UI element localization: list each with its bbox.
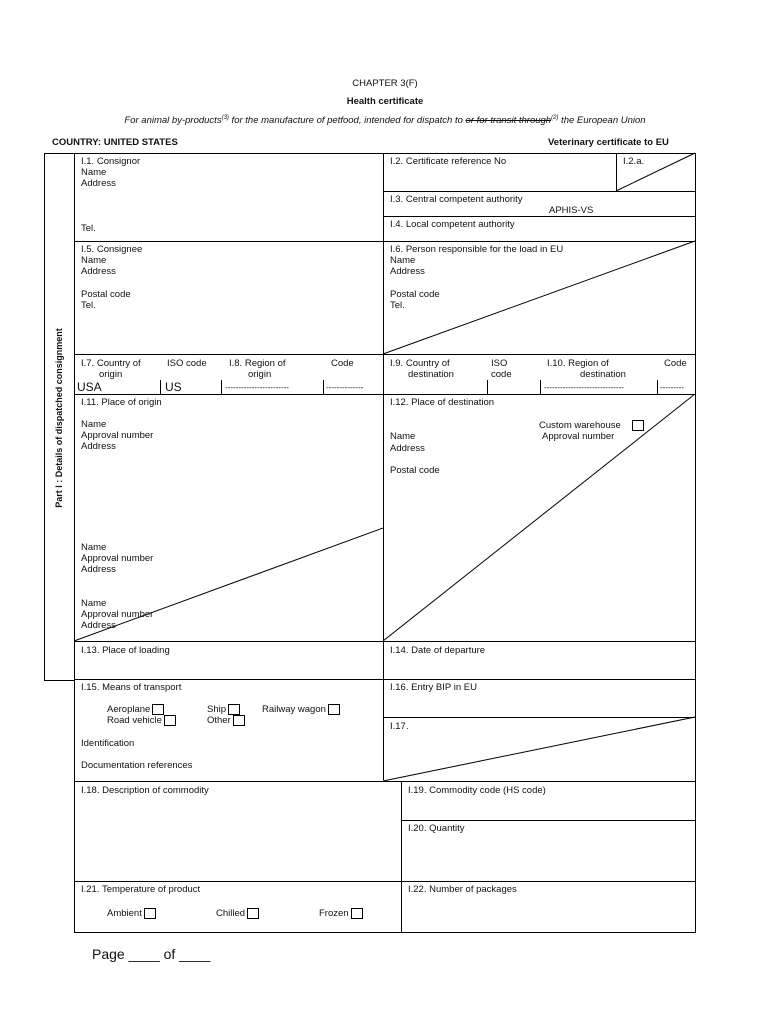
- document-title: Health certificate: [346, 96, 424, 107]
- ship-option[interactable]: Ship: [207, 704, 240, 716]
- ambient-option[interactable]: Ambient: [107, 908, 156, 920]
- i14-label: I.14. Date of departure: [390, 645, 486, 656]
- central-authority-value: APHIS-VS: [549, 205, 594, 216]
- ship-checkbox[interactable]: [228, 704, 240, 715]
- i17-label: I.17.: [390, 721, 409, 732]
- i7-label: I.7. Country of: [81, 358, 141, 369]
- i1-label: I.1. Consignor: [81, 156, 141, 167]
- chilled-option[interactable]: Chilled: [216, 908, 259, 920]
- i10-code-dashes: ---------: [660, 383, 684, 392]
- i6-tel-label: Tel.: [390, 300, 405, 311]
- identification-label: Identification: [81, 738, 135, 749]
- road-vehicle-checkbox[interactable]: [164, 715, 176, 726]
- i22-label: I.22. Number of packages: [408, 884, 517, 895]
- i7-iso-label: ISO code: [167, 358, 207, 369]
- i3-label: I.3. Central competent authority: [390, 194, 523, 205]
- i8-label-line2: origin: [248, 369, 272, 380]
- i19-label: I.19. Commodity code (HS code): [408, 785, 546, 796]
- ambient-checkbox[interactable]: [144, 908, 156, 919]
- i11-address-label-3: Address: [81, 620, 116, 631]
- i6-name-label: Name: [390, 255, 416, 266]
- other-transport-option[interactable]: Other: [207, 715, 245, 727]
- i12-postal-label: Postal code: [390, 465, 440, 476]
- aeroplane-option[interactable]: Aeroplane: [107, 704, 164, 716]
- i12-name-label: Name: [390, 431, 416, 442]
- chilled-checkbox[interactable]: [247, 908, 259, 919]
- i9-label-line2: destination: [408, 369, 454, 380]
- i10-label: I.10. Region of: [547, 358, 609, 369]
- country-of-origin-value: USA: [77, 380, 102, 394]
- frozen-checkbox[interactable]: [351, 908, 363, 919]
- i11-name-label-3: Name: [81, 598, 107, 609]
- i11-name-label-2: Name: [81, 542, 107, 553]
- i10-region-dashes: ------------------------------: [544, 383, 624, 392]
- i8-code-label: Code: [331, 358, 354, 369]
- i1-tel-label: Tel.: [81, 223, 96, 234]
- chapter-heading: CHAPTER 3(F): [352, 78, 418, 89]
- i7-label-line2: origin: [99, 369, 123, 380]
- i15-label: I.15. Means of transport: [81, 682, 182, 693]
- i20-label: I.20. Quantity: [408, 823, 465, 834]
- i12-approval-label: Approval number: [542, 431, 615, 442]
- i21-label: I.21. Temperature of product: [81, 884, 201, 895]
- railway-wagon-checkbox[interactable]: [328, 704, 340, 715]
- i11-approval-label-1: Approval number: [81, 430, 154, 441]
- i18-label: I.18. Description of commodity: [81, 785, 209, 796]
- i11-name-label-1: Name: [81, 419, 107, 430]
- i11-label: I.11. Place of origin: [81, 397, 162, 408]
- railway-wagon-option[interactable]: Railway wagon: [262, 704, 340, 716]
- i9-iso-label: ISO: [491, 358, 508, 369]
- aeroplane-checkbox[interactable]: [152, 704, 164, 715]
- i8-label: I.8. Region of: [229, 358, 286, 369]
- i5-address-label: Address: [81, 266, 116, 277]
- i16-label: I.16. Entry BIP in EU: [390, 682, 477, 693]
- i2a-label: I.2.a.: [623, 156, 645, 167]
- i12-address-label: Address: [390, 443, 425, 454]
- i1-name-label: Name: [81, 167, 107, 178]
- i11-address-label-1: Address: [81, 441, 116, 452]
- i5-postal-label: Postal code: [81, 289, 131, 300]
- part-one-side-label: Part I : Details of dispatched consignment: [54, 328, 64, 508]
- custom-warehouse-option[interactable]: Custom warehouse: [539, 420, 644, 432]
- i6-label: I.6. Person responsible for the load in EU: [390, 244, 564, 255]
- i6-postal-label: Postal code: [390, 289, 440, 300]
- i4-label: I.4. Local competent authority: [390, 219, 515, 230]
- i9-label: I.9. Country of: [390, 358, 450, 369]
- i13-label: I.13. Place of loading: [81, 645, 170, 656]
- i8-region-dashes: ------------------------: [225, 383, 289, 392]
- road-vehicle-option[interactable]: Road vehicle: [107, 715, 176, 727]
- documentation-references-label: Documentation references: [81, 760, 193, 771]
- i1-address-label: Address: [81, 178, 116, 189]
- i2-label: I.2. Certificate reference No: [390, 156, 507, 167]
- page-number-line: Page ____ of ____: [92, 946, 211, 962]
- other-transport-checkbox[interactable]: [233, 715, 245, 726]
- i5-name-label: Name: [81, 255, 107, 266]
- i8-code-dashes: --------------: [326, 383, 364, 392]
- i11-approval-label-3: Approval number: [81, 609, 154, 620]
- i10-label-line2: destination: [580, 369, 626, 380]
- i6-address-label: Address: [390, 266, 425, 277]
- i11-approval-label-2: Approval number: [81, 553, 154, 564]
- i12-label: I.12. Place of destination: [390, 397, 495, 408]
- document-subtitle: For animal by-products$^{(3)}$ for the manufacture of petfood, intended for dispatch to or for transit through$^{(2)}$ the European Union: [124, 115, 646, 127]
- frozen-option[interactable]: Frozen: [319, 908, 363, 920]
- i5-tel-label: Tel.: [81, 300, 96, 311]
- i10-code-label: Code: [664, 358, 687, 369]
- i9-iso-label-line2: code: [491, 369, 512, 380]
- certificate-type: Veterinary certificate to EU: [548, 137, 669, 148]
- i5-label: I.5. Consignee: [81, 244, 143, 255]
- country-label: COUNTRY: UNITED STATES: [52, 137, 178, 148]
- origin-iso-value: US: [165, 380, 182, 394]
- i11-address-label-2: Address: [81, 564, 116, 575]
- custom-warehouse-checkbox[interactable]: [632, 420, 644, 431]
